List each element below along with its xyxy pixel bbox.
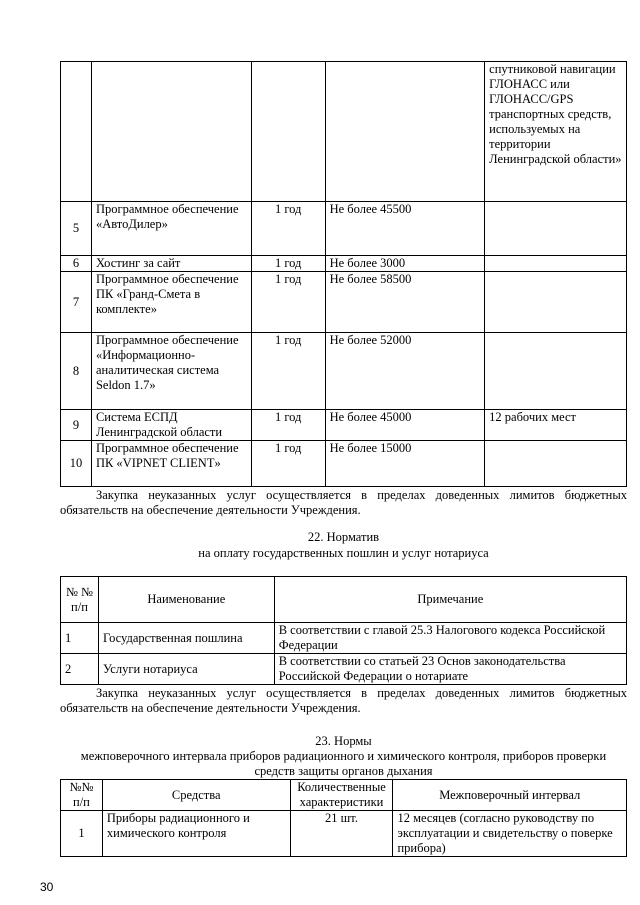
header-name: Наименование <box>98 577 274 623</box>
header-means: Средства <box>102 780 290 811</box>
quantity: 21 шт. <box>290 811 393 857</box>
service-limit: Не более 45000 <box>325 410 485 441</box>
table-row <box>61 272 627 333</box>
fee-note: В соответствии с главой 25.3 Налогового кодекса Российской Федерации <box>274 623 626 654</box>
service-name: Программное обеспечение ПК «Гранд-Смета в комплекте» <box>91 272 251 333</box>
service-note: 12 рабочих мест <box>485 410 627 441</box>
table-header-row <box>61 780 627 811</box>
section-23-subtitle: межповерочного интервала приборов радиационного и химического контроля, приборов проверки средств защиты органов дыхания <box>80 749 607 778</box>
table-row <box>61 202 627 256</box>
service-note <box>485 272 627 333</box>
header-num: №№ п/п <box>61 780 103 811</box>
row-number: 1 <box>61 623 99 654</box>
service-name: Программное обеспечение «АвтоДилер» <box>91 202 251 256</box>
service-limit: Не более 15000 <box>325 441 485 487</box>
header-num: № № п/п <box>61 577 99 623</box>
service-note: спутниковой навигации ГЛОНАСС или ГЛОНАСС/GPS транспортных средств, используемых на территории Ленинградской области» <box>485 62 627 202</box>
table-row <box>61 62 627 202</box>
service-limit: Не более 52000 <box>325 333 485 410</box>
service-term: 1 год <box>251 202 325 256</box>
service-term: 1 год <box>251 256 325 272</box>
service-limit: Не более 45500 <box>325 202 485 256</box>
service-term: 1 год <box>251 441 325 487</box>
software-services-table <box>60 61 627 487</box>
service-name: Хостинг за сайт <box>91 256 251 272</box>
service-term <box>251 62 325 202</box>
row-number: 9 <box>61 410 92 441</box>
fees-table <box>60 576 627 685</box>
fee-note: В соответствии со статьей 23 Основ законодательства Российской Федерации о нотариате <box>274 654 626 685</box>
table-row <box>61 623 627 654</box>
row-number: 1 <box>61 811 103 857</box>
table-row <box>61 441 627 487</box>
row-number: 8 <box>61 333 92 410</box>
table-row <box>61 410 627 441</box>
service-term: 1 год <box>251 272 325 333</box>
service-limit: Не более 3000 <box>325 256 485 272</box>
row-number: 6 <box>61 256 92 272</box>
header-interval: Межповерочный интервал <box>393 780 627 811</box>
service-limit: Не более 58500 <box>325 272 485 333</box>
service-name <box>91 62 251 202</box>
table-row <box>61 333 627 410</box>
table-row <box>61 811 627 857</box>
service-note <box>485 333 627 410</box>
header-note: Примечание <box>274 577 626 623</box>
service-name: Программное обеспечение ПК «VIPNET CLIENT» <box>91 441 251 487</box>
table-header-row <box>61 577 627 623</box>
service-name: Система ЕСПД Ленинградской области <box>91 410 251 441</box>
table-row <box>61 256 627 272</box>
table-row <box>61 654 627 685</box>
row-number: 10 <box>61 441 92 487</box>
interval: 12 месяцев (согласно руководству по эксплуатации и свидетельству о поверке прибора) <box>393 811 627 857</box>
service-limit <box>325 62 485 202</box>
service-note <box>485 441 627 487</box>
service-note <box>485 256 627 272</box>
service-name: Программное обеспечение «Информационно-аналитическая система Seldon 1.7» <box>91 333 251 410</box>
page-number: 30 <box>40 880 54 894</box>
section-22-title: 22. Норматив <box>307 530 380 544</box>
verification-interval-table <box>60 779 627 857</box>
service-note <box>485 202 627 256</box>
means-name: Приборы радиационного и химического контроля <box>102 811 290 857</box>
row-number: 5 <box>61 202 92 256</box>
header-qty: Количественные характеристики <box>290 780 393 811</box>
row-number <box>61 62 92 202</box>
procurement-note: Закупка неуказанных услуг осуществляется в пределах доведенных лимитов бюджетных обязательств на обеспечение деятельности Учреждения. <box>60 686 627 715</box>
section-23-title: 23. Нормы <box>315 734 372 748</box>
fee-name: Услуги нотариуса <box>98 654 274 685</box>
procurement-note: Закупка неуказанных услуг осуществляется в пределах доведенных лимитов бюджетных обязательств на обеспечение деятельности Учреждения. <box>60 488 627 517</box>
service-term: 1 год <box>251 410 325 441</box>
service-term: 1 год <box>251 333 325 410</box>
row-number: 2 <box>61 654 99 685</box>
section-22-subtitle: на оплату государственных пошлин и услуг нотариуса <box>198 546 489 560</box>
fee-name: Государственная пошлина <box>98 623 274 654</box>
row-number: 7 <box>61 272 92 333</box>
